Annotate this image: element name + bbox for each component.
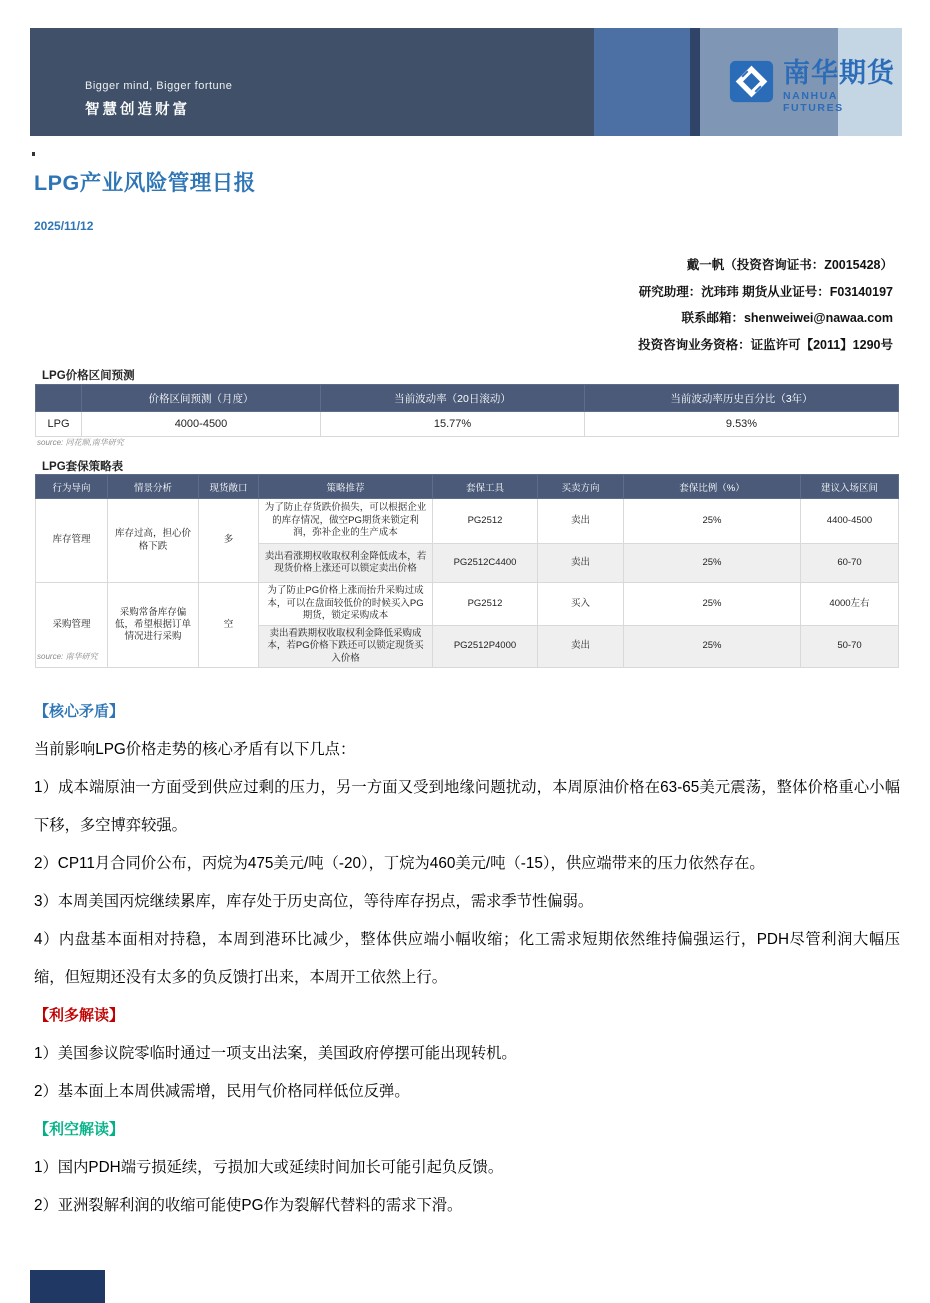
hedge-cell-direction: 买入 (538, 583, 624, 626)
hedge-header-exposure: 现货敞口 (199, 475, 259, 499)
slogan-chinese: 智慧创造财富 (85, 102, 190, 118)
bullish-paragraph: 2）基本面上本周供减需增，民用气价格同样低位反弹。 (34, 1083, 410, 1100)
diamond-logo-icon (728, 59, 775, 104)
hedge-table (35, 474, 899, 668)
hedge-cell-strategy: 为了防止PG价格上涨而抬升采购过成本，可以在盘面较低价的时候买入PG期货，锁定采购成本 (259, 583, 433, 626)
contact-block (638, 252, 893, 358)
slogan-english: Bigger mind, Bigger fortune (85, 80, 233, 92)
banner-edge-stripe (690, 28, 700, 136)
header-banner (30, 28, 902, 136)
hedge-cell-exposure: 多 (199, 499, 259, 583)
bearish-paragraph: 2）亚洲裂解利润的收缩可能使PG作为裂解代替料的需求下滑。 (34, 1197, 463, 1214)
bearish-paragraph: 1）国内PDH端亏损延续，亏损加大或延续时间加长可能引起负反馈。 (34, 1159, 504, 1176)
core-paragraph: 2）CP11月合同价公布，丙烷为475美元/吨（-20），丁烷为460美元/吨（-15），供应端带来的压力依然存在。 (34, 855, 765, 872)
report-date: 2025/11/12 (34, 219, 94, 233)
price-cell-volatility: 15.77% (321, 412, 585, 437)
hedge-cell-tool: PG2512 (433, 499, 538, 544)
hedge-header-strategy: 策略推荐 (259, 475, 433, 499)
analyst-line: 戴一帆（投资咨询证书：Z0015428） (686, 258, 893, 272)
price-table-title: LPG价格区间预测 (42, 370, 135, 382)
section-heading-bearish: 【利空解读】 (34, 1121, 125, 1138)
hedge-header-scenario: 情景分析 (108, 475, 199, 499)
logo-chinese: 南华期货 (783, 58, 895, 88)
hedge-cell-entry: 4400-4500 (801, 499, 899, 544)
price-cell-symbol: LPG (36, 412, 82, 437)
hedge-table-source: source: 南华研究 (37, 652, 98, 661)
section-heading-bullish: 【利多解读】 (34, 1007, 125, 1024)
hedge-cell-tool: PG2512 (433, 583, 538, 626)
hedge-cell-ratio: 25% (624, 626, 801, 668)
hedge-table-title: LPG套保策略表 (42, 461, 124, 473)
price-header-range: 价格区间预测（月度） (82, 385, 321, 412)
hedge-cell-direction: 卖出 (538, 499, 624, 544)
qualification-line: 投资咨询业务资格：证监许可【2011】1290号 (638, 337, 893, 352)
core-paragraph: 当前影响LPG价格走势的核心矛盾有以下几点： (34, 741, 356, 758)
hedge-cell-entry: 50-70 (801, 626, 899, 668)
hedge-cell-strategy: 卖出看涨期权收取权利金降低成本，若现货价格上涨还可以锁定卖出价格 (259, 544, 433, 583)
price-table-source: source: 同花顺,南华研究 (37, 438, 124, 447)
price-header-percentile: 当前波动率历史百分比（3年） (585, 385, 899, 412)
hedge-row-procurement-futures (36, 583, 899, 626)
page-title: LPG产业风险管理日报 (34, 171, 256, 195)
banner-dark-stripe (30, 28, 594, 136)
banner-blue-stripe (594, 28, 690, 136)
hedge-table-header-row (36, 475, 899, 499)
price-table (35, 384, 899, 437)
section-heading-core-contradiction: 【核心矛盾】 (34, 703, 125, 720)
hedge-cell-entry: 60-70 (801, 544, 899, 583)
price-header-blank (36, 385, 82, 412)
banner-slogan (85, 80, 232, 119)
hedge-cell-direction: 卖出 (538, 544, 624, 583)
price-header-volatility: 当前波动率（20日滚动） (321, 385, 585, 412)
price-cell-range: 4000-4500 (82, 412, 321, 437)
hedge-header-entry: 建议入场区间 (801, 475, 899, 499)
hedge-cell-entry: 4000左右 (801, 583, 899, 626)
hedge-header-direction: 买卖方向 (538, 475, 624, 499)
hedge-cell-behavior: 库存管理 (36, 499, 108, 583)
footer-block (30, 1270, 105, 1303)
hedge-cell-ratio: 25% (624, 544, 801, 583)
hedge-cell-scenario: 库存过高，担心价格下跌 (108, 499, 199, 583)
hedge-cell-tool: PG2512P4000 (433, 626, 538, 668)
hedge-cell-ratio: 25% (624, 499, 801, 544)
hedge-header-ratio: 套保比例（%） (624, 475, 801, 499)
hedge-cell-strategy: 为了防止存货跌价损失，可以根据企业的库存情况，做空PG期货来锁定利润，弥补企业的生产成本 (259, 499, 433, 544)
hedge-cell-ratio: 25% (624, 583, 801, 626)
logo-text (783, 59, 902, 114)
logo-english: NANHUA FUTURES (783, 89, 844, 114)
nanhua-futures-logo (728, 59, 902, 114)
hedge-cell-behavior: 采购管理 (36, 583, 108, 668)
hedge-cell-strategy: 卖出看跌期权收取权利金降低采购成本，若PG价格下跌还可以锁定现货买入价格 (259, 626, 433, 668)
analysis-section (34, 700, 900, 1225)
hedge-cell-tool: PG2512C4400 (433, 544, 538, 583)
hedge-header-behavior: 行为导向 (36, 475, 108, 499)
core-paragraph: 4）内盘基本面相对持稳，本周到港环比减少，整体供应端小幅收缩；化工需求短期依然维持偏强运行，PDH尽管利润大幅压缩，但短期还没有太多的负反馈打出来，本周开工依然上行。 (34, 931, 900, 986)
price-cell-percentile: 9.53% (585, 412, 899, 437)
page-mark-dot (32, 152, 35, 156)
bullish-paragraph: 1）美国参议院零临时通过一项支出法案，美国政府停摆可能出现转机。 (34, 1045, 517, 1062)
price-table-header-row (36, 385, 899, 412)
hedge-cell-direction: 卖出 (538, 626, 624, 668)
hedge-header-tool: 套保工具 (433, 475, 538, 499)
hedge-cell-scenario: 采购常备库存偏低，希望根据订单情况进行采购 (108, 583, 199, 668)
hedge-row-inventory-futures (36, 499, 899, 544)
assistant-line: 研究助理：沈玮玮 期货从业证号：F03140197 (638, 284, 893, 299)
email-line: 联系邮箱：shenweiwei@nawaa.com (681, 311, 893, 325)
price-table-row (36, 412, 899, 437)
core-paragraph: 1）成本端原油一方面受到供应过剩的压力，另一方面又受到地缘问题扰动，本周原油价格在63-65美元震荡，整体价格重心小幅下移，多空博弈较强。 (34, 779, 900, 834)
core-paragraph: 3）本周美国丙烷继续累库，库存处于历史高位，等待库存拐点，需求季节性偏弱。 (34, 893, 594, 910)
hedge-cell-exposure: 空 (199, 583, 259, 668)
